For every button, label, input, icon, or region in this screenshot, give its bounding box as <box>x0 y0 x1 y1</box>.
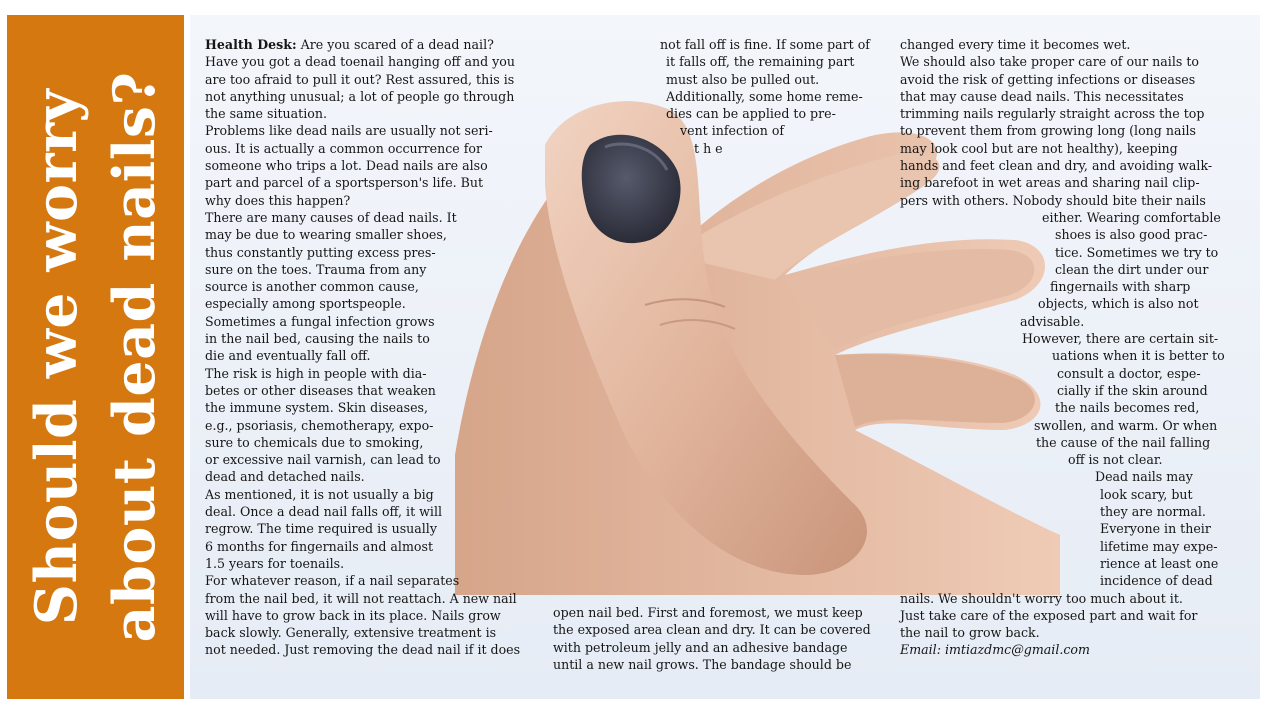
text-line: thus constantly putting excess pres- <box>205 244 436 260</box>
text-line: clean the dirt under our <box>1055 261 1209 277</box>
text-line: nails. We shouldn't worry too much about it. <box>900 590 1183 606</box>
text-line: in the nail bed, causing the nails to <box>205 331 430 347</box>
text-line: vent infection of <box>680 123 785 139</box>
text-line: hands and feet clean and dry, and avoiding walk- <box>900 158 1213 174</box>
text-line: die and eventually fall off. <box>205 348 371 364</box>
text-line: that may cause dead nails. This necessitates <box>900 88 1184 104</box>
text-line: Dead nails may <box>1095 469 1193 485</box>
text-line: There are many causes of dead nails. It <box>205 209 457 225</box>
text-line: why does this happen? <box>205 192 351 208</box>
headline: Should we worry about dead nails? <box>22 71 168 643</box>
text-line: rience at least one <box>1100 555 1219 571</box>
text-line: look scary, but <box>1100 486 1193 502</box>
text-line: must also be pulled out. <box>666 71 820 87</box>
text-line: t h e <box>694 140 723 156</box>
text-line: consult a doctor, espe- <box>1057 365 1201 381</box>
text-line: swollen, and warm. Or when <box>1034 417 1218 433</box>
text-line: dead and detached nails. <box>205 469 365 485</box>
text-line: cially if the skin around <box>1057 382 1208 398</box>
text-line: the cause of the nail falling <box>1036 434 1211 450</box>
text-line: changed every time it becomes wet. <box>900 37 1131 52</box>
text-line: sure on the toes. Trauma from any <box>205 261 427 277</box>
text-line: not fall off is fine. If some part of <box>660 37 870 52</box>
text-line: advisable. <box>1020 313 1085 329</box>
text-line: may be due to wearing smaller shoes, <box>205 227 447 243</box>
text-line: We should also take proper care of our nails to <box>900 54 1199 70</box>
text-line: objects, which is also not <box>1038 296 1199 312</box>
text-line: until a new nail grows. The bandage should be <box>553 656 852 672</box>
text-line: are too afraid to pull it out? Rest assured, this is <box>205 71 515 87</box>
text-line: not anything unusual; a lot of people go through <box>205 88 515 104</box>
text-line: or excessive nail varnish, can lead to <box>205 452 441 468</box>
text-line: back slowly. Generally, extensive treatment is <box>205 625 497 641</box>
text-line: it falls off, the remaining part <box>666 54 855 70</box>
text-line: 1.5 years for toenails. <box>205 555 345 571</box>
text-line: avoid the risk of getting infections or diseases <box>900 71 1196 87</box>
text-line: either. Wearing comfortable <box>1042 209 1221 225</box>
text-line: 6 months for fingernails and almost <box>205 538 434 554</box>
text-line: Just take care of the exposed part and wait for <box>900 607 1198 623</box>
text-line: The risk is high in people with dia- <box>205 365 427 381</box>
text-line: Have you got a dead toenail hanging off and you <box>205 54 515 70</box>
headline-banner <box>7 15 184 699</box>
text-line: regrow. The time required is usually <box>205 521 437 537</box>
text-line: fingernails with sharp <box>1050 279 1191 295</box>
text-line: off is not clear. <box>1068 452 1163 468</box>
text-line: uations when it is better to <box>1052 348 1225 364</box>
text-line: especially among sportspeople. <box>205 296 406 312</box>
article-column-2-bottom <box>553 604 883 673</box>
text-line: open nail bed. First and foremost, we must keep <box>553 605 863 620</box>
text-line: Additionally, some home reme- <box>666 88 863 104</box>
text-line: However, there are certain sit- <box>1022 331 1219 347</box>
text-line: betes or other diseases that weaken <box>205 382 436 398</box>
article-column-1 <box>205 36 535 659</box>
text-line: the exposed area clean and dry. It can be covered <box>553 622 871 638</box>
article-column-3 <box>900 36 1227 659</box>
text-line: incidence of dead <box>1100 573 1213 589</box>
text-line: the nails becomes red, <box>1055 400 1200 416</box>
text-line: ing barefoot in wet areas and sharing nail clip- <box>900 175 1200 191</box>
text-line: may look cool but are not healthy), keeping <box>900 140 1178 156</box>
text-line: the same situation. <box>205 106 327 122</box>
text-line: dies can be applied to pre- <box>666 106 836 122</box>
text-line: For whatever reason, if a nail separates <box>205 573 460 589</box>
article-column-2-top <box>660 36 882 157</box>
text-line: deal. Once a dead nail falls off, it will <box>205 504 443 520</box>
text-line: Sometimes a fungal infection grows <box>205 313 435 329</box>
text-line: lifetime may expe- <box>1100 538 1218 554</box>
text-line: part and parcel of a sportsperson's life. But <box>205 175 484 191</box>
text-line: Problems like dead nails are usually not seri- <box>205 123 493 139</box>
text-line: with petroleum jelly and an adhesive bandage <box>553 639 848 655</box>
text-line: will have to grow back in its place. Nails grow <box>205 607 501 623</box>
author-email: Email: imtiazdmc@gmail.com <box>900 642 1090 658</box>
text-line: Health Desk: Are you scared of a dead nail? <box>205 37 494 52</box>
byline: Health Desk: <box>205 37 297 52</box>
text-line: source is another common cause, <box>205 279 419 295</box>
text-line: someone who trips a lot. Dead nails are also <box>205 158 488 174</box>
text-line: not needed. Just removing the dead nail if it does <box>205 642 521 658</box>
text-line: e.g., psoriasis, chemotherapy, expo- <box>205 417 434 433</box>
text-line: ous. It is actually a common occurrence for <box>205 140 483 156</box>
text-line: sure to chemicals due to smoking, <box>205 434 424 450</box>
text-line: the nail to grow back. <box>900 625 1040 641</box>
text-line: Everyone in their <box>1100 521 1211 537</box>
text-line: they are normal. <box>1100 504 1206 520</box>
text-line: tice. Sometimes we try to <box>1055 244 1219 260</box>
text-line: pers with others. Nobody should bite their nails <box>900 192 1206 208</box>
text-line: to prevent them from growing long (long nails <box>900 123 1196 139</box>
text-line: from the nail bed, it will not reattach. A new nail <box>205 590 517 606</box>
text-line: the immune system. Skin diseases, <box>205 400 429 416</box>
text-line: trimming nails regularly straight across the top <box>900 106 1205 122</box>
text-line: As mentioned, it is not usually a big <box>205 486 434 502</box>
text-line: shoes is also good prac- <box>1055 227 1208 243</box>
